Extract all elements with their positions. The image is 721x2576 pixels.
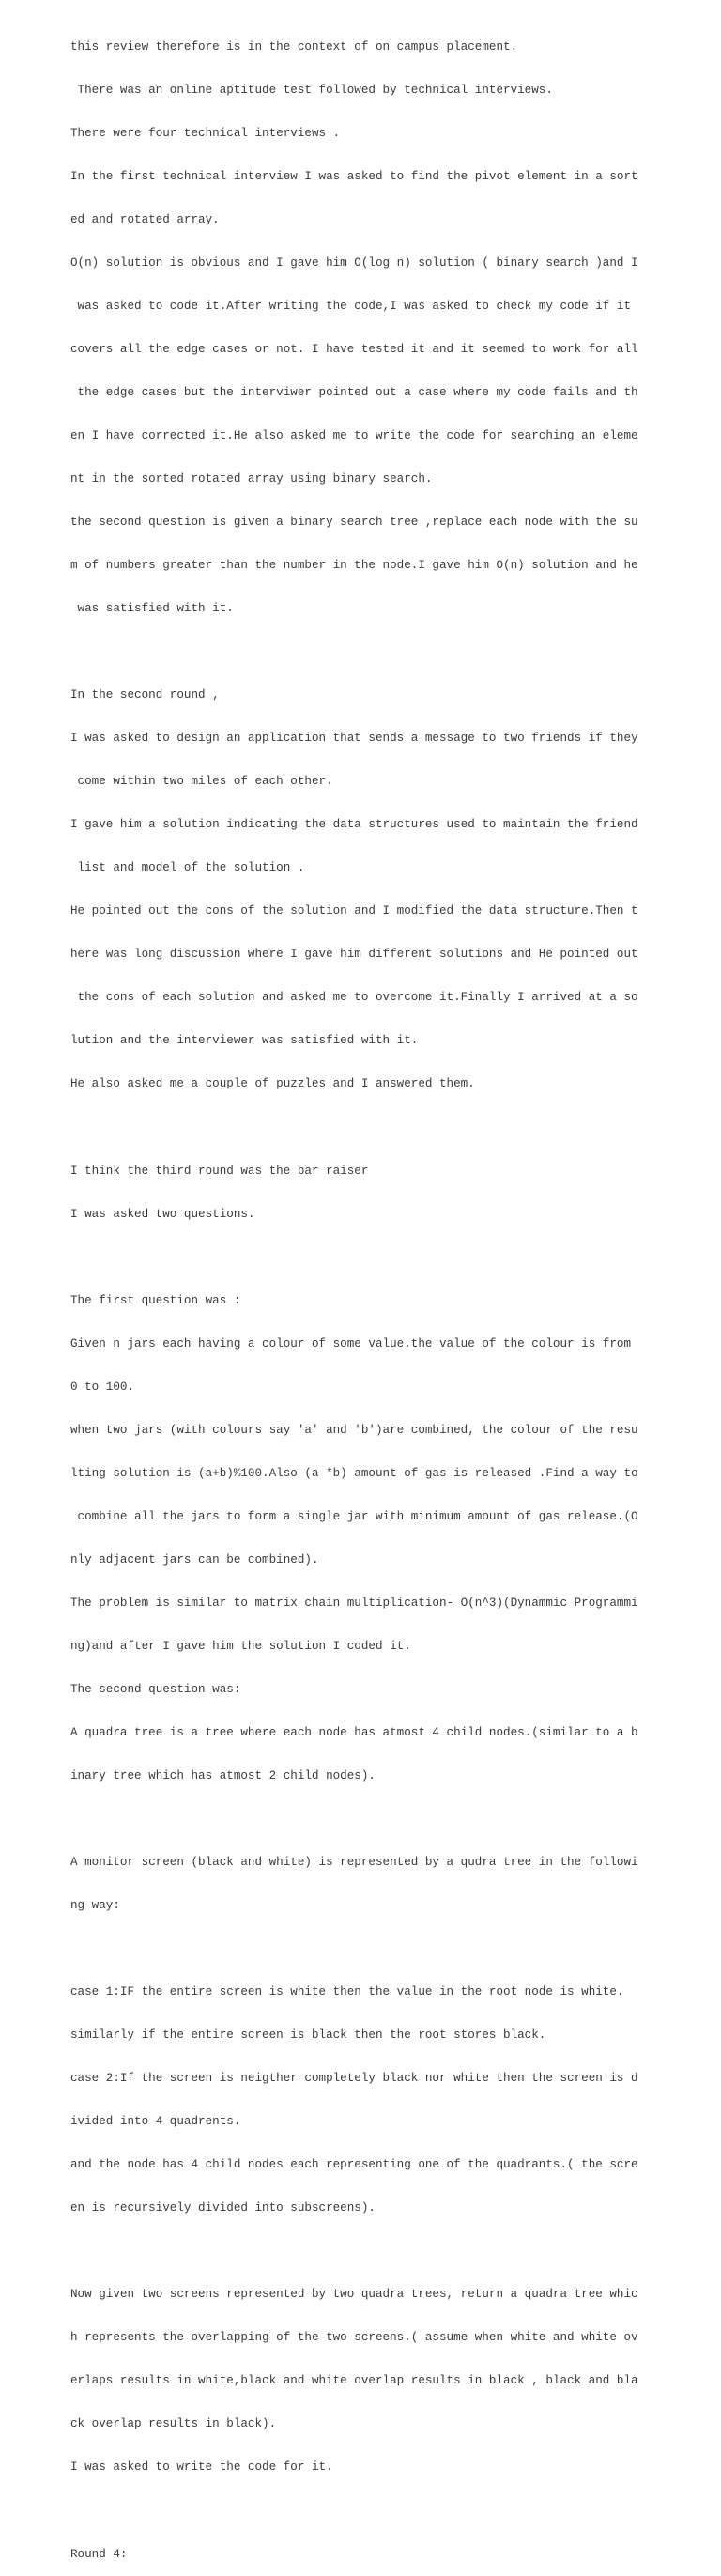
text-line: m of numbers greater than the number in the node.I gave him O(n) solution and he — [70, 559, 638, 573]
text-line: case 1:IF the entire screen is white then the value in the root node is white. — [70, 1985, 624, 1999]
text-line: was satisfied with it. — [70, 602, 234, 616]
text-line: There was an online aptitude test followed by technical interviews. — [70, 83, 553, 97]
text-line: I gave him a solution indicating the data structures used to maintain the friend — [70, 818, 638, 832]
text-line: combine all the jars to form a single jar with minimum amount of gas release.(O — [70, 1509, 638, 1523]
text-line: In the first technical interview I was asked to find the pivot element in a sort — [70, 169, 638, 183]
document-body — [70, 11, 709, 2576]
text-line: lting solution is (a+b)%100.Also (a *b) amount of gas is released .Find a way to — [70, 1466, 638, 1480]
text-line: the cons of each solution and asked me to overcome it.Finally I arrived at a so — [70, 991, 638, 1005]
text-line: ivided into 4 quadrents. — [70, 2115, 241, 2129]
text-line: I think the third round was the bar raiser — [70, 1164, 369, 1178]
text-line: There were four technical interviews . — [70, 126, 341, 140]
blank-line — [70, 1812, 709, 1827]
blank-line — [70, 645, 709, 659]
blank-line — [70, 1942, 709, 1956]
text-line: I was asked to design an application that sends a message to two friends if they — [70, 732, 638, 746]
text-line: O(n) solution is obvious and I gave him O(log n) solution ( binary search )and I — [70, 255, 638, 270]
text-line: He also asked me a couple of puzzles and I answered them. — [70, 1077, 475, 1091]
text-line: nly adjacent jars can be combined). — [70, 1552, 319, 1566]
text-line: similarly if the entire screen is black then the root stores black. — [70, 2028, 546, 2043]
text-line: and the node has 4 child nodes each representing one of the quadrants.( the scre — [70, 2158, 638, 2172]
text-line: en is recursively divided into subscreens). — [70, 2201, 376, 2215]
text-line: case 2:If the screen is neigther completely black nor white then the screen is d — [70, 2072, 638, 2086]
text-line: nt in the sorted rotated array using binary search. — [70, 472, 433, 486]
text-line: inary tree which has atmost 2 child nodes). — [70, 1768, 376, 1782]
text-line: 0 to 100. — [70, 1380, 135, 1394]
text-line: A monitor screen (black and white) is represented by a qudra tree in the followi — [70, 1856, 638, 1869]
text-line: erlaps results in white,black and white overlap results in black , black and bla — [70, 2374, 638, 2388]
text-line: Given n jars each having a colour of some value.the value of the colour is from — [70, 1336, 632, 1350]
text-line: The first question was : — [70, 1293, 241, 1307]
blank-line — [70, 2504, 709, 2518]
section-heading-round-4: Round 4: — [70, 2547, 128, 2561]
blank-line — [70, 1251, 709, 1265]
text-line: when two jars (with colours say 'a' and 'b')are combined, the colour of the resu — [70, 1423, 638, 1437]
text-line: en I have corrected it.He also asked me to write the code for searching an eleme — [70, 428, 638, 442]
text-line: ck overlap results in black). — [70, 2417, 277, 2431]
text-line: Now given two screens represented by two quadra trees, return a quadra tree whic — [70, 2288, 638, 2302]
text-line: h represents the overlapping of the two screens.( assume when white and white ov — [70, 2331, 638, 2345]
text-line: lution and the interviewer was satisfied with it. — [70, 1034, 419, 1048]
text-line: the edge cases but the interviwer pointed out a case where my code fails and th — [70, 385, 638, 399]
text-line: this review therefore is in the context of on campus placement. — [70, 39, 518, 54]
blank-line — [70, 1120, 709, 1134]
text-line: here was long discussion where I gave him different solutions and He pointed out — [70, 948, 638, 962]
text-line: list and model of the solution . — [70, 861, 305, 875]
text-line: I was asked two questions. — [70, 1207, 255, 1221]
text-line: I was asked to write the code for it. — [70, 2460, 333, 2475]
text-line: ed and rotated array. — [70, 212, 220, 226]
text-line: He pointed out the cons of the solution and I modified the data structure.Then t — [70, 904, 638, 918]
text-line: covers all the edge cases or not. I have tested it and it seemed to work for all — [70, 342, 638, 356]
text-line: In the second round , — [70, 688, 220, 702]
text-line: the second question is given a binary search tree ,replace each node with the su — [70, 516, 638, 530]
text-line: ng way: — [70, 1899, 120, 1913]
text-line: The second question was: — [70, 1682, 241, 1696]
text-line: come within two miles of each other. — [70, 775, 333, 789]
text-line: was asked to code it.After writing the code,I was asked to check my code if it — [70, 299, 632, 313]
text-line: A quadra tree is a tree where each node has atmost 4 child nodes.(similar to a b — [70, 1725, 638, 1739]
text-line: The problem is similar to matrix chain multiplication- O(n^3)(Dynammic Programmi — [70, 1596, 638, 1610]
text-line: ng)and after I gave him the solution I coded it. — [70, 1639, 411, 1653]
blank-line — [70, 2244, 709, 2259]
